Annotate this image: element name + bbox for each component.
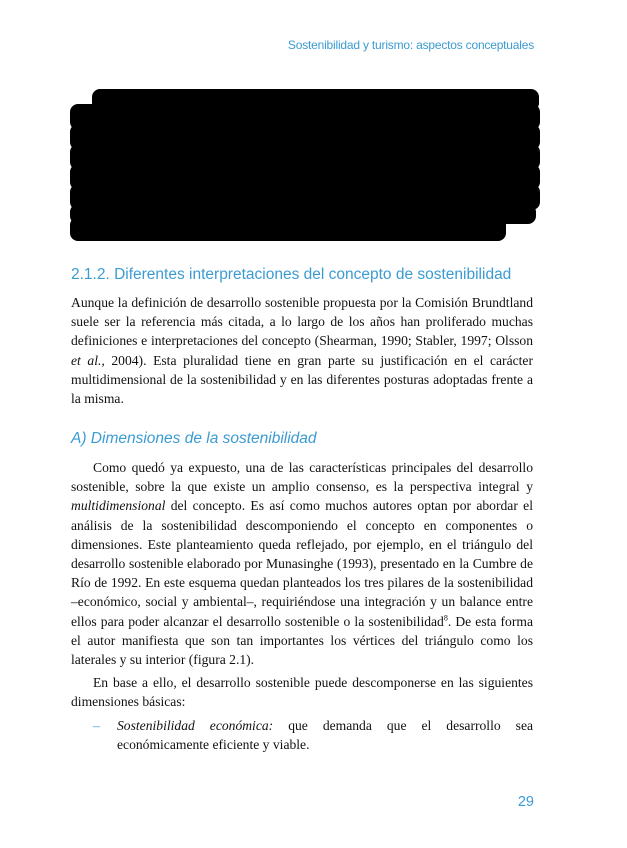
subsection-heading: A) Dimensiones de la sostenibilidad	[71, 430, 317, 447]
list-item-text	[117, 716, 533, 754]
page-number: 29	[517, 794, 534, 810]
list-description: que demanda que el desarrollo sea económicamente eficiente y viable.	[117, 718, 534, 753]
citation-et-al: et al.,	[71, 352, 105, 368]
footnote-marker: 8	[443, 613, 448, 623]
paragraph-text: Aunque la definición de desarrollo sostenible propuesta por la Comisión Brundtland suele ser la referencia más citada, a lo largo de los años han proliferado muchas definiciones e interpretaciones del concepto (Shearman, 1990; Stabler, 1997; Olsson	[71, 295, 533, 349]
running-header: Sostenibilidad y turismo: aspectos conceptuales	[287, 38, 534, 52]
paragraph-basic-dimensions: En base a ello, el desarrollo sostenible puede descomponerse en las siguientes dimensiones básicas:	[71, 675, 533, 710]
list-term: Sostenibilidad económica:	[117, 718, 274, 733]
paragraph-text: del concepto. Es así como muchos autores optan por abordar el análisis de la sostenibilidad descomponiendo el concepto en componentes o dimensiones. Este planteamiento queda reflejado, por ejemplo, en el triángulo del desarrollo sostenible elaborado por Munasinghe (1993), presentado en la Cumbre de Río de 1992. En este esquema quedan planteados los tres pilares de la sostenibilidad –económico, social y ambiental–, requiriéndose una integración y un balance entre ellos para poder alcanzar el desarrollo sostenible o la sostenibilidad	[71, 498, 533, 629]
paragraph-dimensions	[71, 458, 533, 669]
paragraph-text: 2004). Esta pluralidad tiene en gran parte su justificación en el carácter multidimensional de la sostenibilidad y en las diferentes posturas adoptadas frente a la misma.	[71, 352, 533, 407]
list-dash: –	[93, 718, 100, 733]
redaction-block	[0, 0, 627, 260]
paragraph-text: . De esta forma el autor manifiesta que son tan importantes los vértices del triángulo como los laterales y su interior (figura 2.1).	[71, 613, 533, 668]
italic-term: multidimensional	[71, 498, 166, 514]
paragraph-definitions	[71, 293, 533, 408]
paragraph-text: Como quedó ya expuesto, una de las características principales del desarrollo sostenible, sobre la que existe un amplio consenso, es la perspectiva integral y	[71, 460, 533, 495]
section-heading: 2.1.2. Diferentes interpretaciones del concepto de sostenibilidad	[71, 266, 512, 283]
